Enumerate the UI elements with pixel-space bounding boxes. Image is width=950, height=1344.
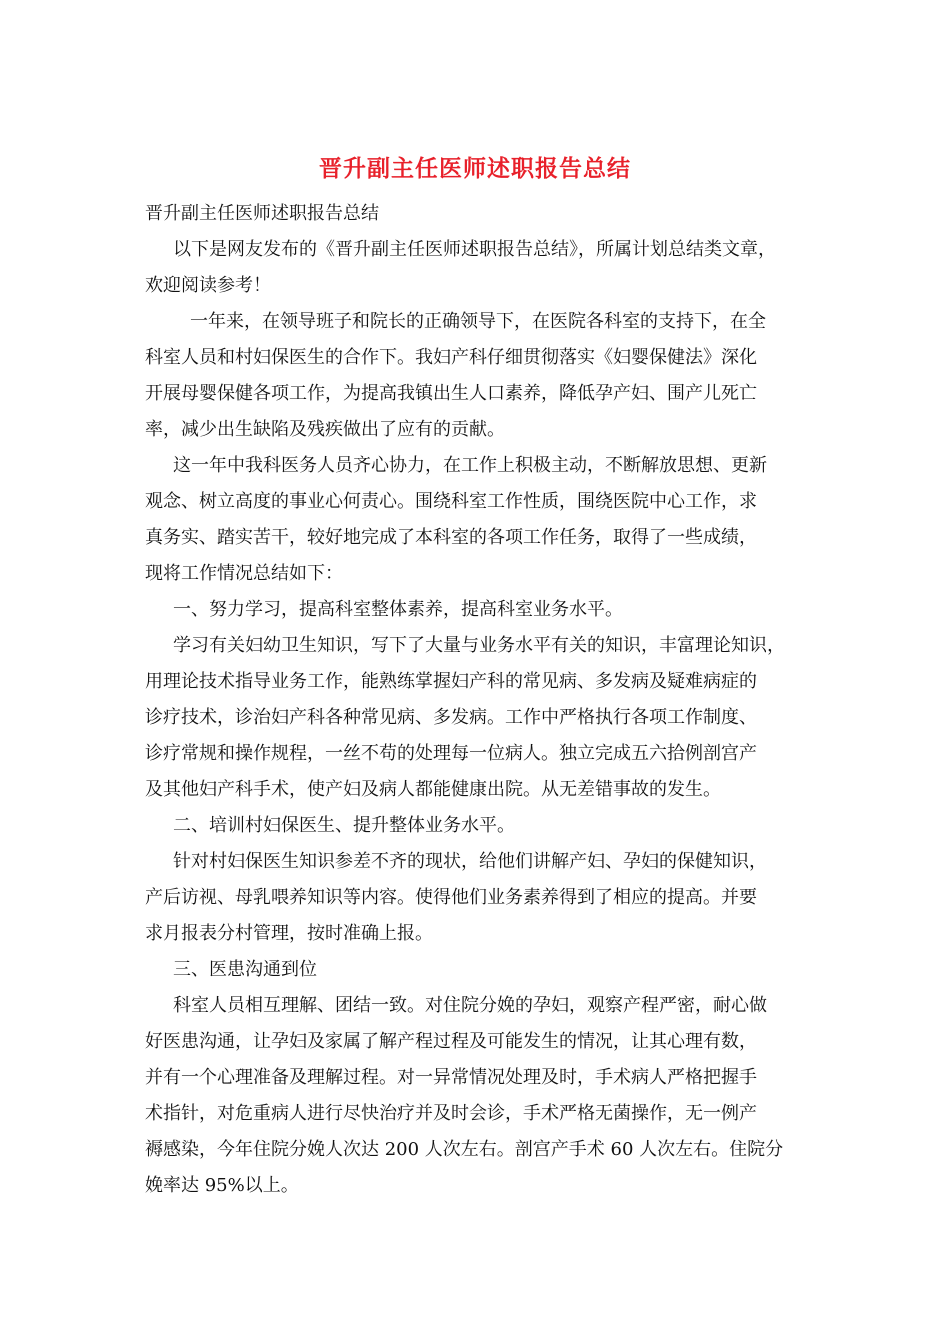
paragraph-line: 针对村妇保医生知识参差不齐的现状，给他们讲解产妇、孕妇的保健知识， — [173, 851, 767, 872]
paragraph-line: 一年来，在领导班子和院长的正确领导下，在医院各科室的支持下，在全 — [190, 311, 766, 332]
paragraph-line: 诊疗技术，诊治妇产科各种常见病、多发病。工作中严格执行各项工作制度、 — [145, 707, 757, 728]
paragraph-line: 求月报表分村管理，按时准确上报。 — [145, 923, 433, 944]
paragraph-line: 现将工作情况总结如下： — [145, 563, 343, 584]
paragraph-line: 这一年中我科医务人员齐心协力，在工作上积极主动，不断解放思想、更新 — [173, 455, 767, 476]
paragraph-line: 以下是网友发布的《晋升副主任医师述职报告总结》，所属计划总结类文章， — [173, 239, 776, 260]
paragraph-line: 观念、树立高度的事业心何责心。围绕科室工作性质，围绕医院中心工作，求 — [145, 491, 757, 512]
paragraph-line: 娩率达 95%以上。 — [145, 1175, 299, 1196]
paragraph-line: 学习有关妇幼卫生知识，写下了大量与业务水平有关的知识，丰富理论知识， — [173, 635, 785, 656]
paragraph-line: 科室人员相互理解、团结一致。对住院分娩的孕妇，观察产程严密，耐心做 — [173, 995, 767, 1016]
paragraph-line: 真务实、踏实苦干，较好地完成了本科室的各项工作任务，取得了一些成绩， — [145, 527, 757, 548]
paragraph-line: 科室人员和村妇保医生的合作下。我妇产科仔细贯彻落实《妇婴保健法》深化 — [145, 347, 757, 368]
section-heading: 二、培训村妇保医生、提升整体业务水平。 — [173, 815, 515, 836]
paragraph-line: 率，减少出生缺陷及残疾做出了应有的贡献。 — [145, 419, 505, 440]
paragraph-line: 欢迎阅读参考！ — [145, 275, 271, 296]
paragraph-line: 及其他妇产科手术，使产妇及病人都能健康出院。从无差错事故的发生。 — [145, 779, 721, 800]
section-heading: 三、医患沟通到位 — [173, 959, 317, 980]
paragraph-line: 褥感染，今年住院分娩人次达 200 人次左右。剖宫产手术 60 人次左右。住院分 — [145, 1139, 784, 1160]
document-body — [145, 196, 815, 1204]
paragraph-line: 术指针，对危重病人进行尽快治疗并及时会诊，手术严格无菌操作，无一例产 — [145, 1103, 757, 1124]
section-heading: 一、努力学习，提高科室整体素养，提高科室业务水平。 — [173, 599, 623, 620]
paragraph-line: 诊疗常规和操作规程，一丝不苟的处理每一位病人。独立完成五六拾例剖宫产 — [145, 743, 757, 764]
paragraph-line: 用理论技术指导业务工作，能熟练掌握妇产科的常见病、多发病及疑难病症的 — [145, 671, 757, 692]
paragraph-line: 好医患沟通，让孕妇及家属了解产程过程及可能发生的情况，让其心理有数， — [145, 1031, 757, 1052]
paragraph-line: 并有一个心理准备及理解过程。对一异常情况处理及时，手术病人严格把握手 — [145, 1067, 757, 1088]
paragraph-line: 开展母婴保健各项工作，为提高我镇出生人口素养，降低孕产妇、围产儿死亡 — [145, 383, 757, 404]
document-title: 晋升副主任医师述职报告总结 — [319, 155, 631, 182]
paragraph-line: 产后访视、母乳喂养知识等内容。使得他们业务素养得到了相应的提高。并要 — [145, 887, 757, 908]
document-subtitle: 晋升副主任医师述职报告总结 — [145, 203, 379, 224]
